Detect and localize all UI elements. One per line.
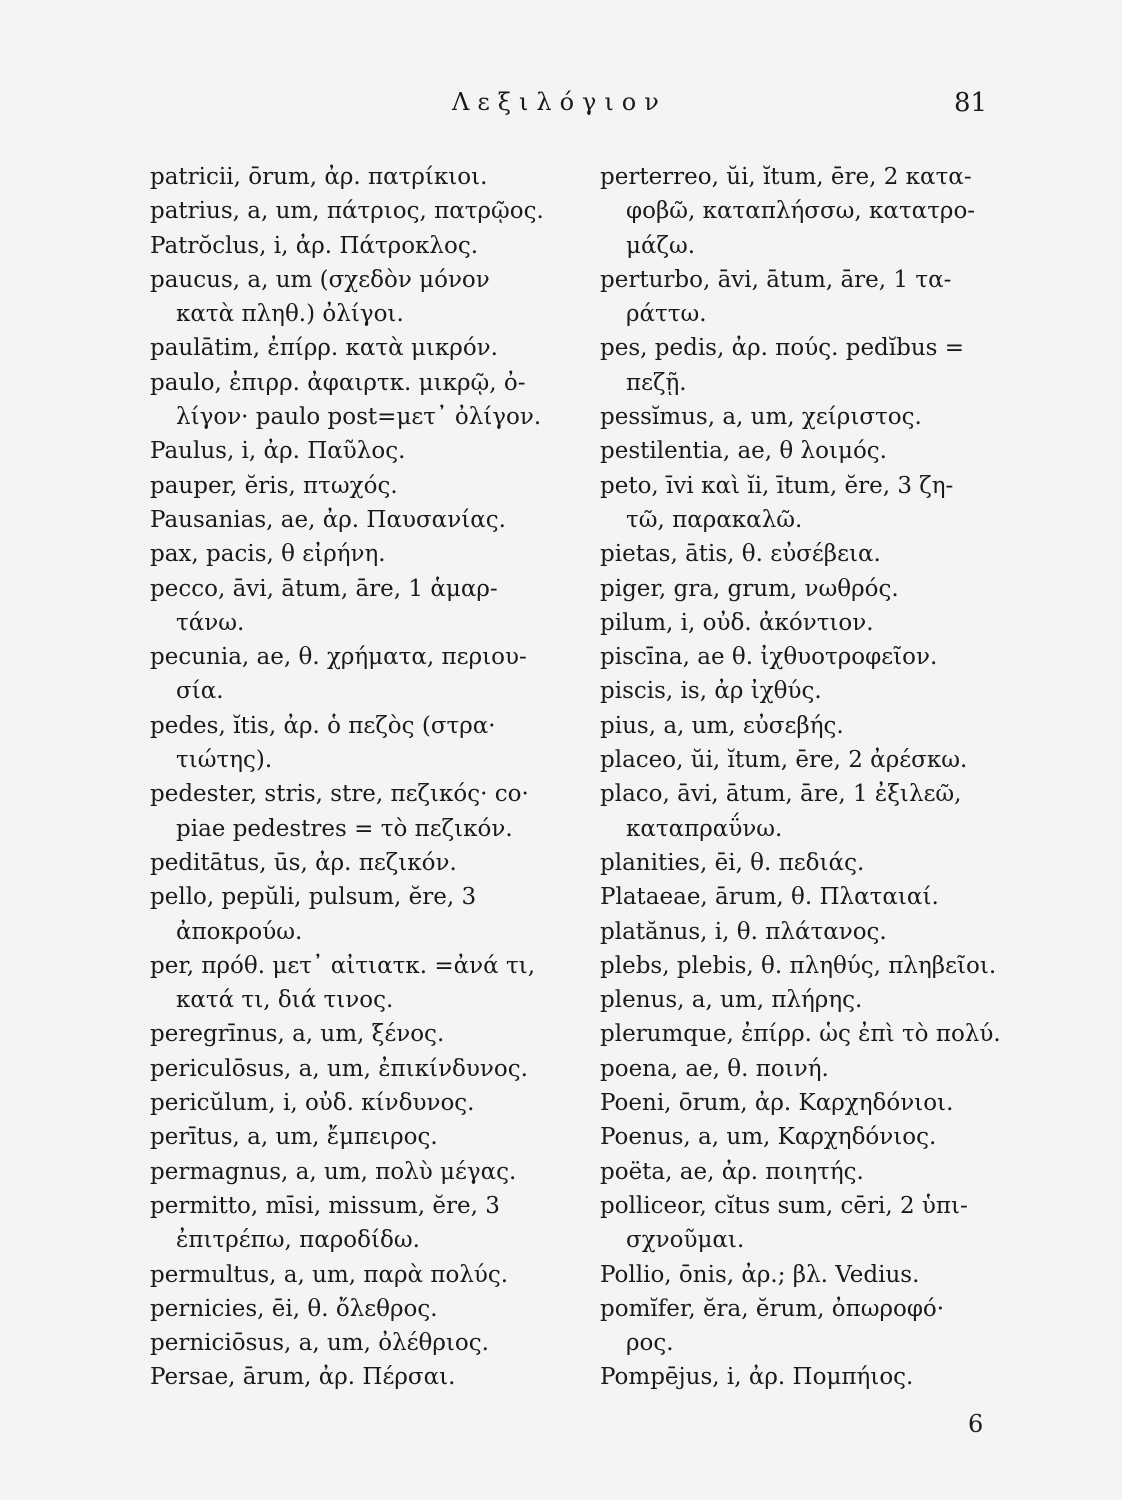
running-title: Λεξιλόγιον <box>452 88 667 116</box>
entry-line: platănus, i, θ. πλάτανος. <box>600 918 887 945</box>
entry-continuation-line: πεζῇ. <box>626 369 687 396</box>
entry-line: plebs, plebis, θ. πληθύς, πληβεῖοι. <box>600 952 997 979</box>
entry-line: perītus, a, um, ἔμπειρος. <box>150 1124 438 1151</box>
entry-line: pecunia, ae, θ. χρήματα, περιου- <box>150 644 527 671</box>
entry-line: per, πρόθ. μετ᾽ αἰτιατκ. =ἀνά τι, <box>150 952 536 979</box>
entry-line: Persae, ārum, ἀρ. Πέρσαι. <box>150 1364 456 1391</box>
entry-line: pes, pedis, ἀρ. πούς. pedĭbus = <box>600 335 965 362</box>
entry-line: pernicies, ēi, θ. ὄλεθρος. <box>150 1295 438 1322</box>
entry-line: pedes, ĭtis, ἀρ. ὁ πεζὸς (στρα· <box>150 712 496 739</box>
entry-line: plenus, a, um, πλήρης. <box>600 987 863 1014</box>
entry-continuation-line: καταπραΰνω. <box>626 815 783 842</box>
entry-line: plerumque, ἐπίρρ. ὡς ἐπὶ τὸ πολύ. <box>600 1021 1001 1048</box>
entry-continuation-line: τῶ, παρακαλῶ. <box>626 506 803 533</box>
entry-line: Poeni, ōrum, ἀρ. Καρχηδόνιοι. <box>600 1090 954 1117</box>
page-header <box>0 88 1122 128</box>
entry-line: paucus, a, um (σχεδὸν μόνον <box>150 266 490 293</box>
entry-line: pecco, āvi, ātum, āre, 1 ἁμαρ- <box>150 575 498 602</box>
entry-line: placeo, ŭi, ĭtum, ēre, 2 ἀρέσκω. <box>600 747 968 774</box>
entry-line: piscīna, ae θ. ἰχθυοτροφεῖον. <box>600 644 938 671</box>
entry-continuation-line: ἐπιτρέπω, παροδίδω. <box>176 1227 420 1254</box>
entry-line: polliceor, cĭtus sum, cēri, 2 ὑπι- <box>600 1192 968 1219</box>
entry-line: pilum, i, οὐδ. ἀκόντιον. <box>600 609 874 636</box>
entry-line: patricii, ōrum, ἀρ. πατρίκιοι. <box>150 164 488 190</box>
entry-line: peditātus, ūs, ἀρ. πεζικόν. <box>150 849 457 876</box>
entry-continuation-line: κατά τι, διά τινος. <box>176 987 394 1014</box>
entry-line: planities, ēi, θ. πεδιάς. <box>600 849 865 876</box>
entry-continuation-line: κατὰ πληθ.) ὀλίγοι. <box>176 301 404 328</box>
page-number: 81 <box>954 88 988 118</box>
entry-line: peto, īvi καὶ ĭi, ītum, ĕre, 3 ζη- <box>600 472 954 499</box>
entry-line: perniciōsus, a, um, ὀλέθριος. <box>150 1330 489 1357</box>
entry-line: placo, āvi, ātum, āre, 1 ἐξιλεῶ, <box>600 781 962 808</box>
entry-line: Pollio, ōnis, ἀρ.; βλ. Vedius. <box>600 1261 920 1288</box>
entry-continuation-line: ράττω. <box>626 301 707 328</box>
entry-line: pius, a, um, εὐσεβής. <box>600 712 844 739</box>
entry-line: pauper, ĕris, πτωχός. <box>150 472 398 499</box>
entry-continuation-line: φοβῶ, καταπλήσσω, κατατρο- <box>626 198 976 225</box>
entry-line: periculōsus, a, um, ἐπικίνδυνος. <box>150 1055 528 1082</box>
entry-line: Patrŏclus, i, ἀρ. Πάτροκλος. <box>150 232 479 259</box>
entry-line: pestilentia, ae, θ λοιμός. <box>600 438 887 465</box>
entry-line: Poenus, a, um, Καρχηδόνιος. <box>600 1124 937 1151</box>
entry-line: piscis, is, ἀρ ἰχθύς. <box>600 678 822 705</box>
entry-continuation-line: piae pedestres = τὸ πεζικόν. <box>176 815 513 842</box>
entry-line: Pausanias, ae, ἀρ. Παυσανίας. <box>150 506 506 533</box>
entry-continuation-line: σχνοῦμαι. <box>626 1227 745 1254</box>
entry-line: pello, pepŭli, pulsum, ĕre, 3 <box>150 884 477 911</box>
entry-line: Paulus, i, ἀρ. Παῦλος. <box>150 438 406 465</box>
entry-line: patrius, a, um, πάτριος, πατρῷος. <box>150 198 544 225</box>
entry-line: pietas, ātis, θ. εὐσέβεια. <box>600 541 881 568</box>
entry-line: permultus, a, um, παρὰ πολύς. <box>150 1261 509 1288</box>
entry-line: Plataeae, ārum, θ. Πλαταιαί. <box>600 884 939 911</box>
entry-line: peregrīnus, a, um, ξένος. <box>150 1021 445 1048</box>
entry-line: permitto, mīsi, missum, ĕre, 3 <box>150 1192 500 1219</box>
entry-line: pomĭfer, ĕra, ĕrum, ὀπωροφό· <box>600 1295 945 1322</box>
entry-line: pericŭlum, i, οὐδ. κίνδυνος. <box>150 1090 475 1117</box>
signature-mark: 6 <box>968 1410 984 1438</box>
entry-line: perturbo, āvi, ātum, āre, 1 τα- <box>600 266 952 293</box>
entry-continuation-line: σία. <box>176 678 224 705</box>
entry-line: pax, pacis, θ εἰρήνη. <box>150 541 386 568</box>
entry-line: perterreo, ŭi, ĭtum, ēre, 2 κατα- <box>600 164 972 190</box>
entry-line: permagnus, a, um, πολὺ μέγας. <box>150 1158 517 1185</box>
entry-continuation-line: ρος. <box>626 1330 674 1357</box>
entry-continuation-line: τιώτης). <box>176 747 273 774</box>
entry-line: poena, ae, θ. ποινή. <box>600 1055 829 1082</box>
right-column <box>600 160 1010 1395</box>
entry-line: Pompējus, i, ἀρ. Πομπήιος. <box>600 1364 914 1391</box>
entry-line: paulo, ἐπιρρ. ἀφαιρτκ. μικρῷ, ὀ- <box>150 369 526 396</box>
left-column <box>150 160 590 1395</box>
entry-continuation-line: λίγον· paulo post=μετ᾽ ὀλίγον. <box>176 404 542 431</box>
entry-continuation-line: ἀποκρούω. <box>176 918 303 945</box>
entry-line: poëta, ae, ἀρ. ποιητής. <box>600 1158 864 1185</box>
entry-line: piger, gra, grum, νωθρός. <box>600 575 899 602</box>
entry-line: paulātim, ἐπίρρ. κατὰ μικρόν. <box>150 335 498 362</box>
entry-line: pessĭmus, a, um, χείριστος. <box>600 404 922 431</box>
entry-line: pedester, stris, stre, πεζικός· co· <box>150 781 529 808</box>
entry-continuation-line: μάζω. <box>626 232 696 259</box>
entry-continuation-line: τάνω. <box>176 609 245 636</box>
